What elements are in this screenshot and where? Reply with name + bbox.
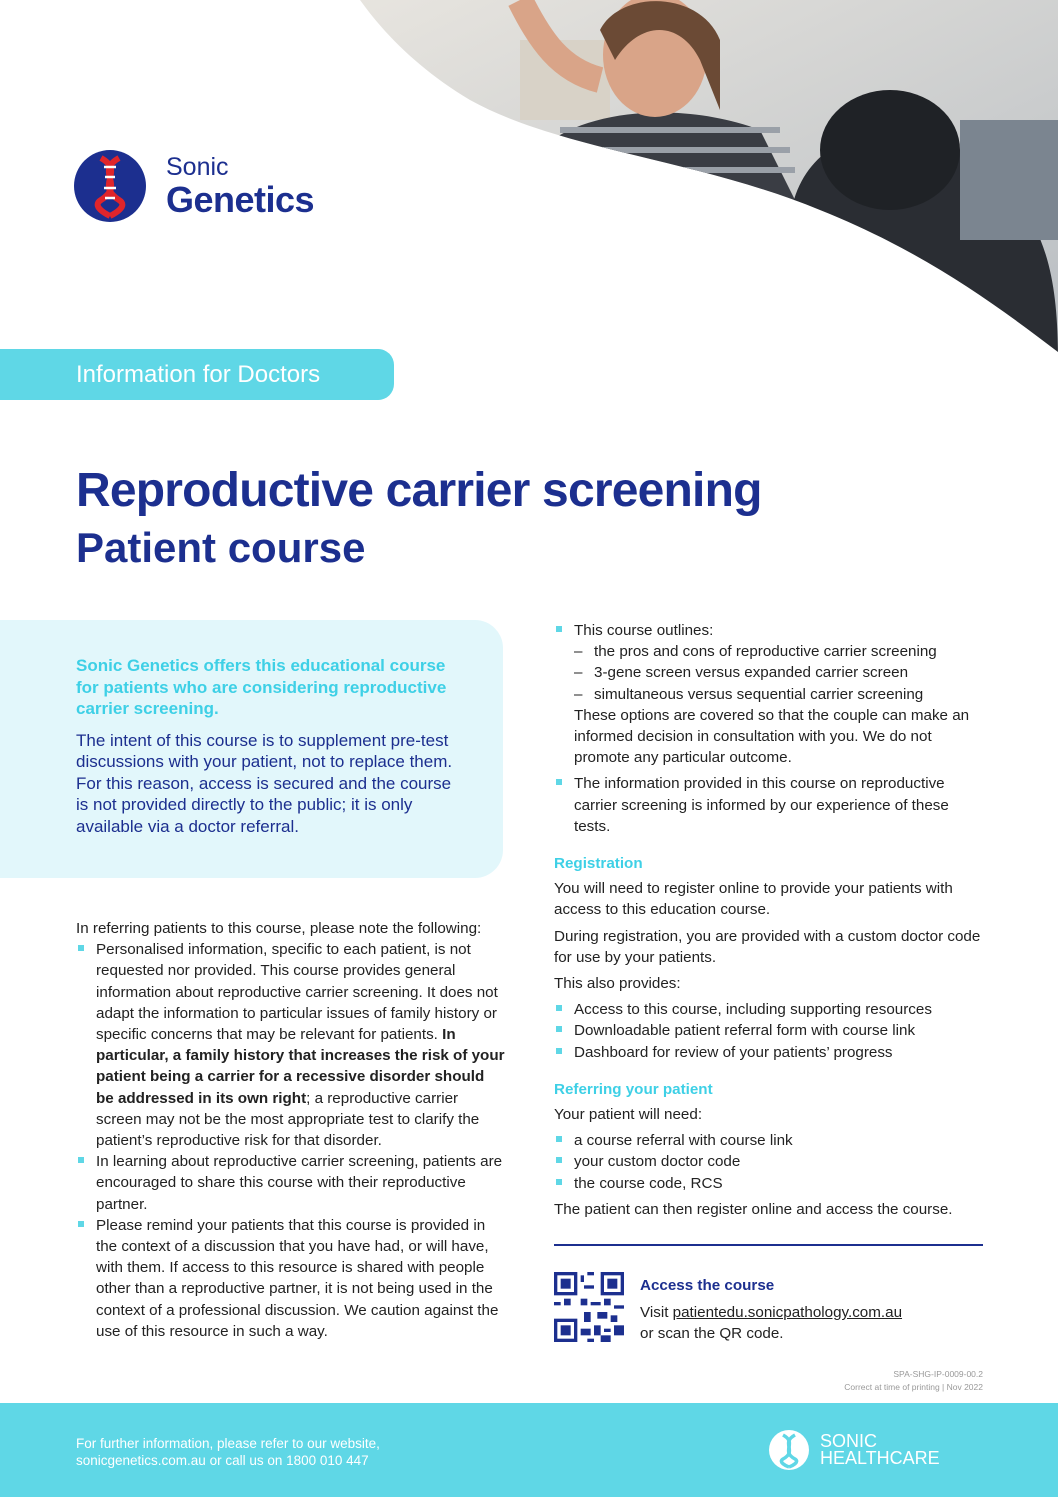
- registration-list: [554, 999, 986, 1063]
- list-item: Access to this course, including supporting resources: [554, 999, 986, 1020]
- referring-text: The patient can then register online and access the course.: [554, 1200, 953, 1218]
- right-column: [554, 620, 986, 1225]
- list-item: In learning about reproductive carrier screening, patients are encouraged to share this course with their reproductive partner.: [76, 1151, 506, 1215]
- bullet-bold-text: In particular, a family history that increases the risk of your patient being a carrier for a recessive disorder should be addressed in its own right: [96, 1026, 505, 1107]
- outline-list: [554, 641, 986, 705]
- access-block: [640, 1275, 902, 1344]
- sonic-healthcare-icon: [768, 1429, 810, 1471]
- footer: [0, 1403, 1058, 1497]
- registration-text: This also provides:: [554, 975, 681, 993]
- list-item: – the pros and cons of reproductive carrier screening: [574, 641, 986, 662]
- print-info: [844, 1368, 983, 1394]
- list-item: Dashboard for review of your patients’ progress: [554, 1042, 986, 1063]
- divider: [554, 1244, 983, 1246]
- brand-name-line1: Sonic: [166, 152, 229, 181]
- registration-text: You will need to register online to provide your patients with access to this education course.: [554, 880, 953, 919]
- dna-logo-icon: [74, 150, 146, 222]
- referring-text: Your patient will need:: [554, 1106, 703, 1124]
- intro-box: [0, 620, 503, 878]
- course-url-link[interactable]: patientedu.sonicpathology.com.au: [672, 1304, 903, 1321]
- referring-heading: Referring your patient: [554, 1080, 713, 1098]
- list-item: Please remind your patients that this course is provided in the context of a discussion that you have had, or will have, with them. If access to this resource is shared with people other than a reproductive partner, it is not being used in the context of a professional discussion. We caution against the use of this resource in such a way.: [76, 1215, 506, 1342]
- page-subtitle: Patient course: [76, 524, 366, 571]
- bullet-text: Personalised information, specific to each patient, is not requested nor provided. This course provides general information about reproductive carrier screening. It does not adapt the information to particular issues of family history or specific concerns that may be relevant for patients.: [96, 941, 498, 1044]
- bullet-text: ; a reproductive carrier screen may not be the most appropriate test to clarify the patient’s reproductive risk for that disorder.: [96, 1089, 480, 1150]
- left-intro: In referring patients to this course, please note the following:: [76, 920, 482, 937]
- sonic-healthcare-logo: [768, 1429, 940, 1471]
- access-visit: Visit: [640, 1304, 673, 1321]
- intro-body: The intent of this course is to supplement pre-test discussions with your patient, not to replace them. For this reason, access is secured and the course is not provided directly to the public; it is only available via a doctor referral.: [76, 730, 453, 836]
- sonic-genetics-logo: [74, 150, 314, 222]
- list-item: Downloadable patient referral form with course link: [554, 1020, 986, 1041]
- list-item: – simultaneous versus sequential carrier screening: [574, 684, 986, 705]
- registration-text: During registration, you are provided with a custom doctor code for use by your patients.: [554, 927, 981, 966]
- access-scan: or scan the QR code.: [640, 1325, 784, 1342]
- print-date: Correct at time of printing | Nov 2022: [844, 1382, 983, 1392]
- list-item: the course code, RCS: [554, 1173, 986, 1194]
- registration-heading: Registration: [554, 855, 643, 873]
- list-item: a course referral with course link: [554, 1130, 986, 1151]
- footer-brand-line2: HEALTHCARE: [820, 1448, 940, 1468]
- footer-brand-line1: SONIC: [820, 1431, 878, 1451]
- list-item: your custom doctor code: [554, 1151, 986, 1172]
- qr-code-icon[interactable]: [554, 1272, 624, 1342]
- footer-line1: For further information, please refer to our website,: [76, 1436, 380, 1451]
- outline-note: These options are covered so that the couple can make an informed decision in consultation with you. We do not promote any particular outcome.: [574, 706, 970, 767]
- brand-name-line2: Genetics: [166, 178, 315, 220]
- document-code: SPA-SHG-IP-0009-00.2: [893, 1369, 983, 1379]
- list-item: – 3-gene screen versus expanded carrier screen: [574, 662, 986, 683]
- access-heading: Access the course: [640, 1277, 775, 1294]
- referring-list: [554, 1130, 986, 1194]
- page-title: Reproductive carrier screening: [76, 464, 762, 517]
- footer-line2: sonicgenetics.com.au or call us on 1800 010 447: [76, 1453, 369, 1468]
- list-item: The information provided in this course on reproductive carrier screening is informed by our experience of these tests.: [554, 773, 986, 837]
- intro-lead: Sonic Genetics offers this educational course for patients who are considering reproductive carrier screening.: [76, 656, 447, 718]
- left-column: [76, 918, 506, 1342]
- list-item: [76, 939, 506, 1151]
- list-item: This course outlines:: [554, 620, 986, 641]
- audience-tab: Information for Doctors: [0, 349, 394, 400]
